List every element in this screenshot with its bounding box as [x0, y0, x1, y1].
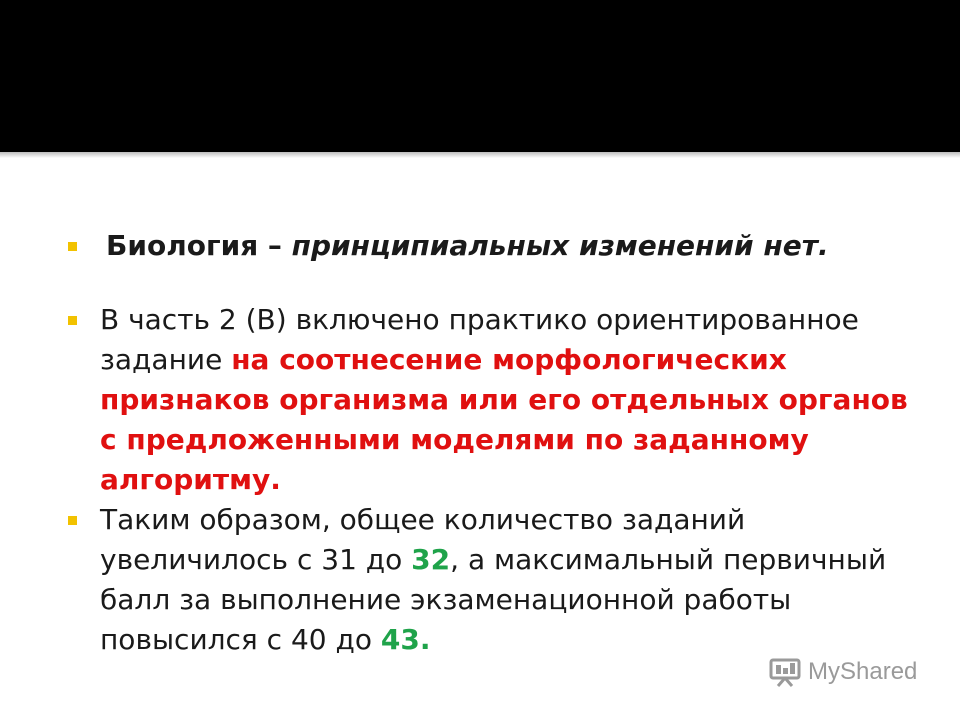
bullet-text-bold: Биология –	[106, 229, 292, 262]
title-bar	[0, 0, 960, 152]
title-bar-divider	[0, 152, 960, 158]
bullet-marker	[68, 516, 77, 525]
bullet-marker	[68, 316, 77, 325]
bullet-text-highlight: на соотнесение морфологических признаков организма или его отдельных органов с предложенными моделями по заданному алгоритму.	[100, 343, 908, 496]
slide-content	[68, 226, 918, 660]
bullet-text: В часть 2 (В) включено практико ориентированное задание	[100, 303, 859, 376]
bullet-item-part2	[68, 300, 918, 500]
bullet-item-biology	[68, 226, 918, 266]
bullet-item-total	[68, 500, 918, 660]
bullet-text: Таким образом, общее количество заданий увеличилось с 31 до	[100, 503, 746, 576]
score-highlight: 43.	[380, 623, 431, 656]
presentation-icon	[768, 657, 802, 687]
bullet-text-italic: принципиальных изменений нет.	[291, 229, 829, 262]
tasks-count-highlight: 32	[411, 543, 451, 576]
watermark-label: MyShared	[808, 658, 918, 685]
watermark	[768, 657, 917, 687]
bullet-marker	[68, 242, 77, 251]
bullet-text: , а максимальный первичный балл за выполнение экзаменационной работы повысился с 40 до	[100, 543, 887, 656]
